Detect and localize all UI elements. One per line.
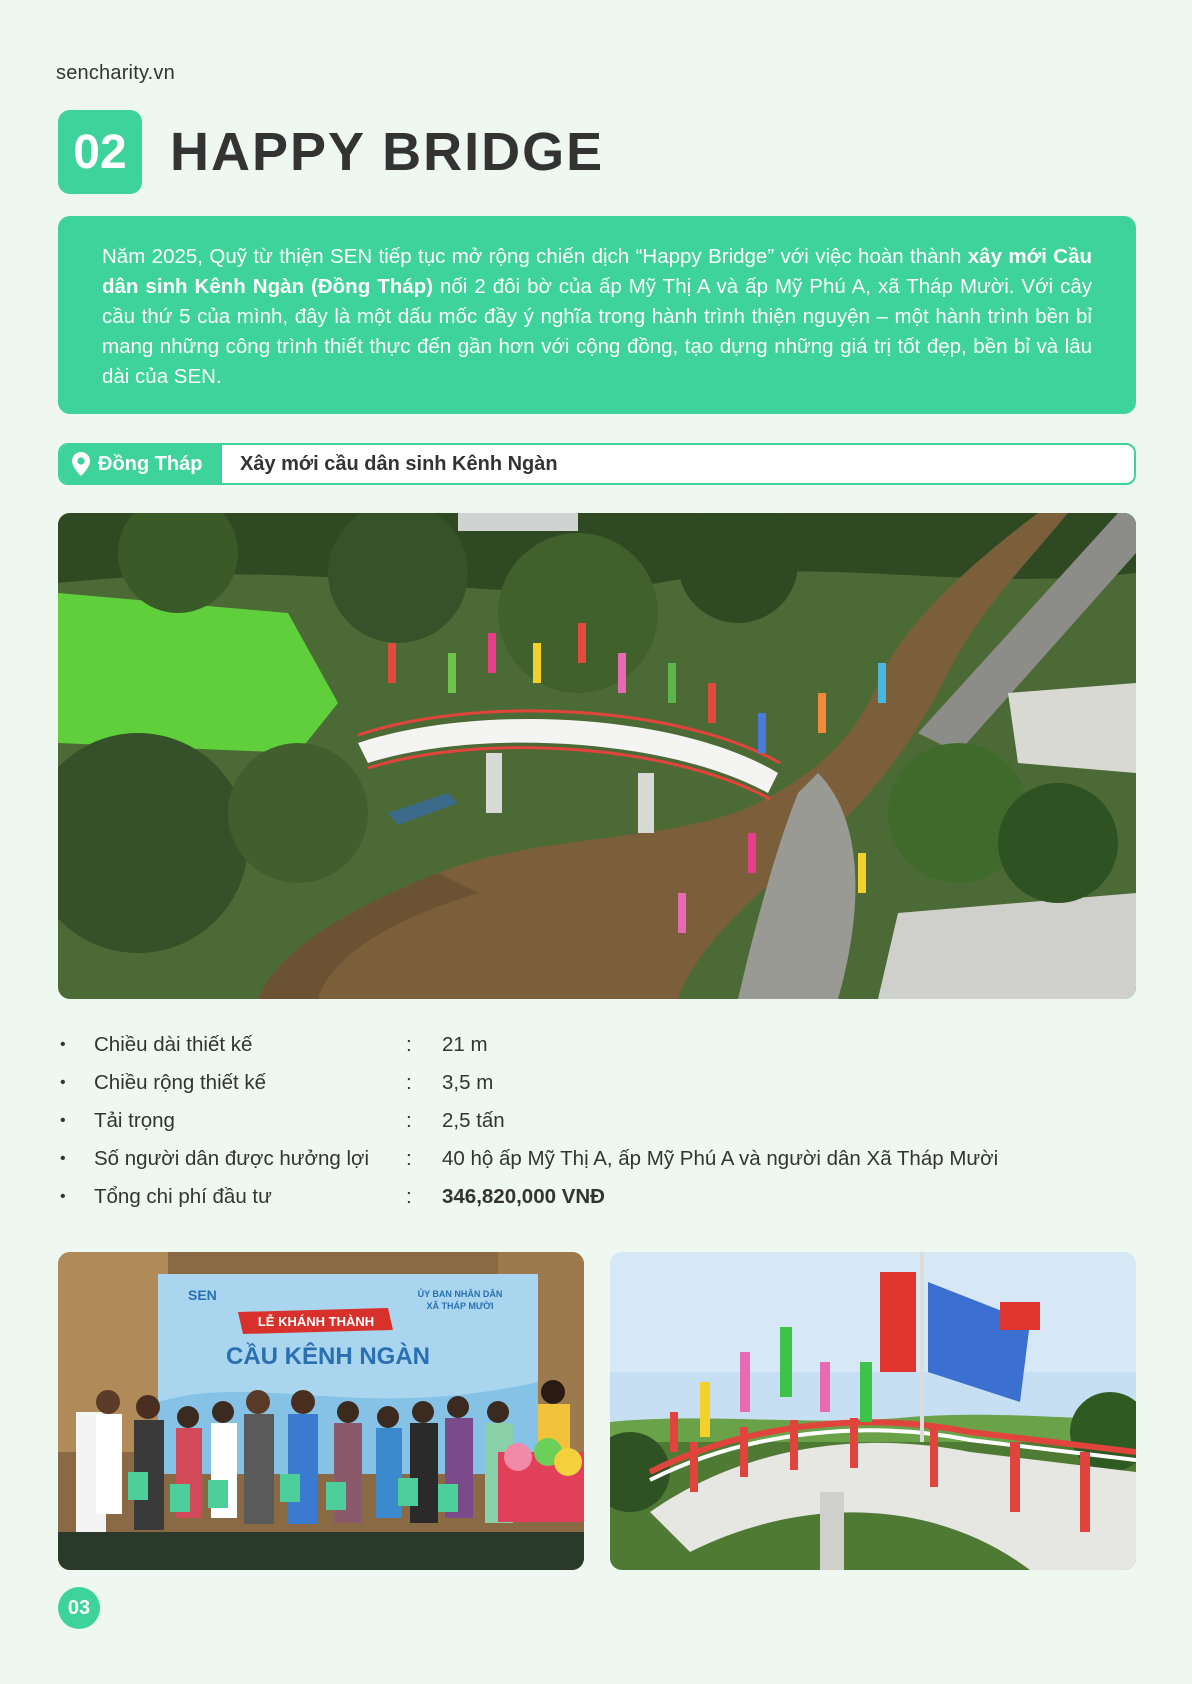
spec-value: 21 m bbox=[442, 1033, 488, 1056]
location-province: Đồng Tháp bbox=[98, 452, 203, 475]
spec-label: Tổng chi phí đầu tư bbox=[94, 1185, 272, 1208]
bullet: • bbox=[60, 1036, 66, 1053]
spec-item bbox=[58, 1178, 1058, 1216]
banner-bridge-name: CẦU KÊNH NGÀN bbox=[226, 1343, 430, 1370]
spec-item bbox=[58, 1064, 1058, 1102]
intro-text-1: Năm 2025, Quỹ từ thiện SEN tiếp tục mở rộng chiến dịch “Happy Bridge” với việc hoàn thành bbox=[102, 245, 968, 268]
banner-brand: SEN bbox=[188, 1287, 217, 1303]
location-tag bbox=[60, 445, 222, 483]
spec-colon: : bbox=[406, 1033, 412, 1056]
spec-label: Chiều rộng thiết kế bbox=[94, 1071, 267, 1094]
intro-text-2: nối 2 đôi bờ của ấp Mỹ Thị A và ấp Mỹ Phú A, xã Tháp Mười. Với cây cầu thứ 5 của mình, đây là một dấu mốc đầy ý nghĩa trong hành trình thiện nguyện – một hành trình bền bỉ mang những công trình thiết thực đến gần hơn với cộng đồng, tạo dựng những giá trị tốt đẹp, bền bỉ và lâu dài của SEN. bbox=[102, 275, 1092, 388]
location-bar bbox=[58, 443, 1136, 485]
banner-ceremony: LỄ KHÁNH THÀNH bbox=[257, 1314, 375, 1329]
page-number: 03 bbox=[58, 1587, 100, 1629]
spec-label: Số người dân được hưởng lợi bbox=[94, 1147, 370, 1170]
banner-authority-2: XÃ THÁP MƯỜI bbox=[426, 1301, 494, 1311]
spec-item bbox=[58, 1026, 1058, 1064]
spec-colon: : bbox=[406, 1185, 412, 1208]
spec-colon: : bbox=[406, 1071, 412, 1094]
location-pin-icon bbox=[72, 452, 90, 476]
spec-label: Chiều dài thiết kế bbox=[94, 1033, 253, 1056]
intro-box bbox=[58, 216, 1136, 414]
spec-value: 2,5 tấn bbox=[442, 1109, 505, 1132]
spec-value: 40 hộ ấp Mỹ Thị A, ấp Mỹ Phú A và người dân Xã Tháp Mười bbox=[442, 1147, 999, 1170]
bullet: • bbox=[60, 1074, 66, 1091]
spec-item bbox=[58, 1140, 1058, 1178]
banner-authority-1: ỦY BAN NHÂN DÂN bbox=[417, 1289, 503, 1299]
spec-colon: : bbox=[406, 1147, 412, 1170]
spec-value: 3,5 m bbox=[442, 1071, 494, 1094]
aerial-bridge-photo bbox=[58, 513, 1136, 999]
spec-value-total: 346,820,000 VNĐ bbox=[442, 1185, 605, 1208]
section-number-badge: 02 bbox=[58, 110, 142, 194]
spec-colon: : bbox=[406, 1109, 412, 1132]
spec-item bbox=[58, 1102, 1058, 1140]
spec-label: Tải trọng bbox=[94, 1109, 175, 1132]
project-name: Xây mới cầu dân sinh Kênh Ngàn bbox=[240, 452, 558, 475]
bullet: • bbox=[60, 1188, 66, 1205]
page-title: HAPPY BRIDGE bbox=[170, 122, 605, 182]
bridge-closeup-photo bbox=[610, 1252, 1136, 1570]
site-url: sencharity.vn bbox=[56, 62, 175, 84]
spec-list bbox=[58, 1026, 1058, 1216]
bullet: • bbox=[60, 1112, 66, 1129]
intro-text-bold: xây mới Cầu dân sinh Kênh Ngàn (Đồng Tháp) bbox=[102, 245, 1092, 298]
ceremony-photo bbox=[58, 1252, 584, 1570]
bullet: • bbox=[60, 1150, 66, 1167]
